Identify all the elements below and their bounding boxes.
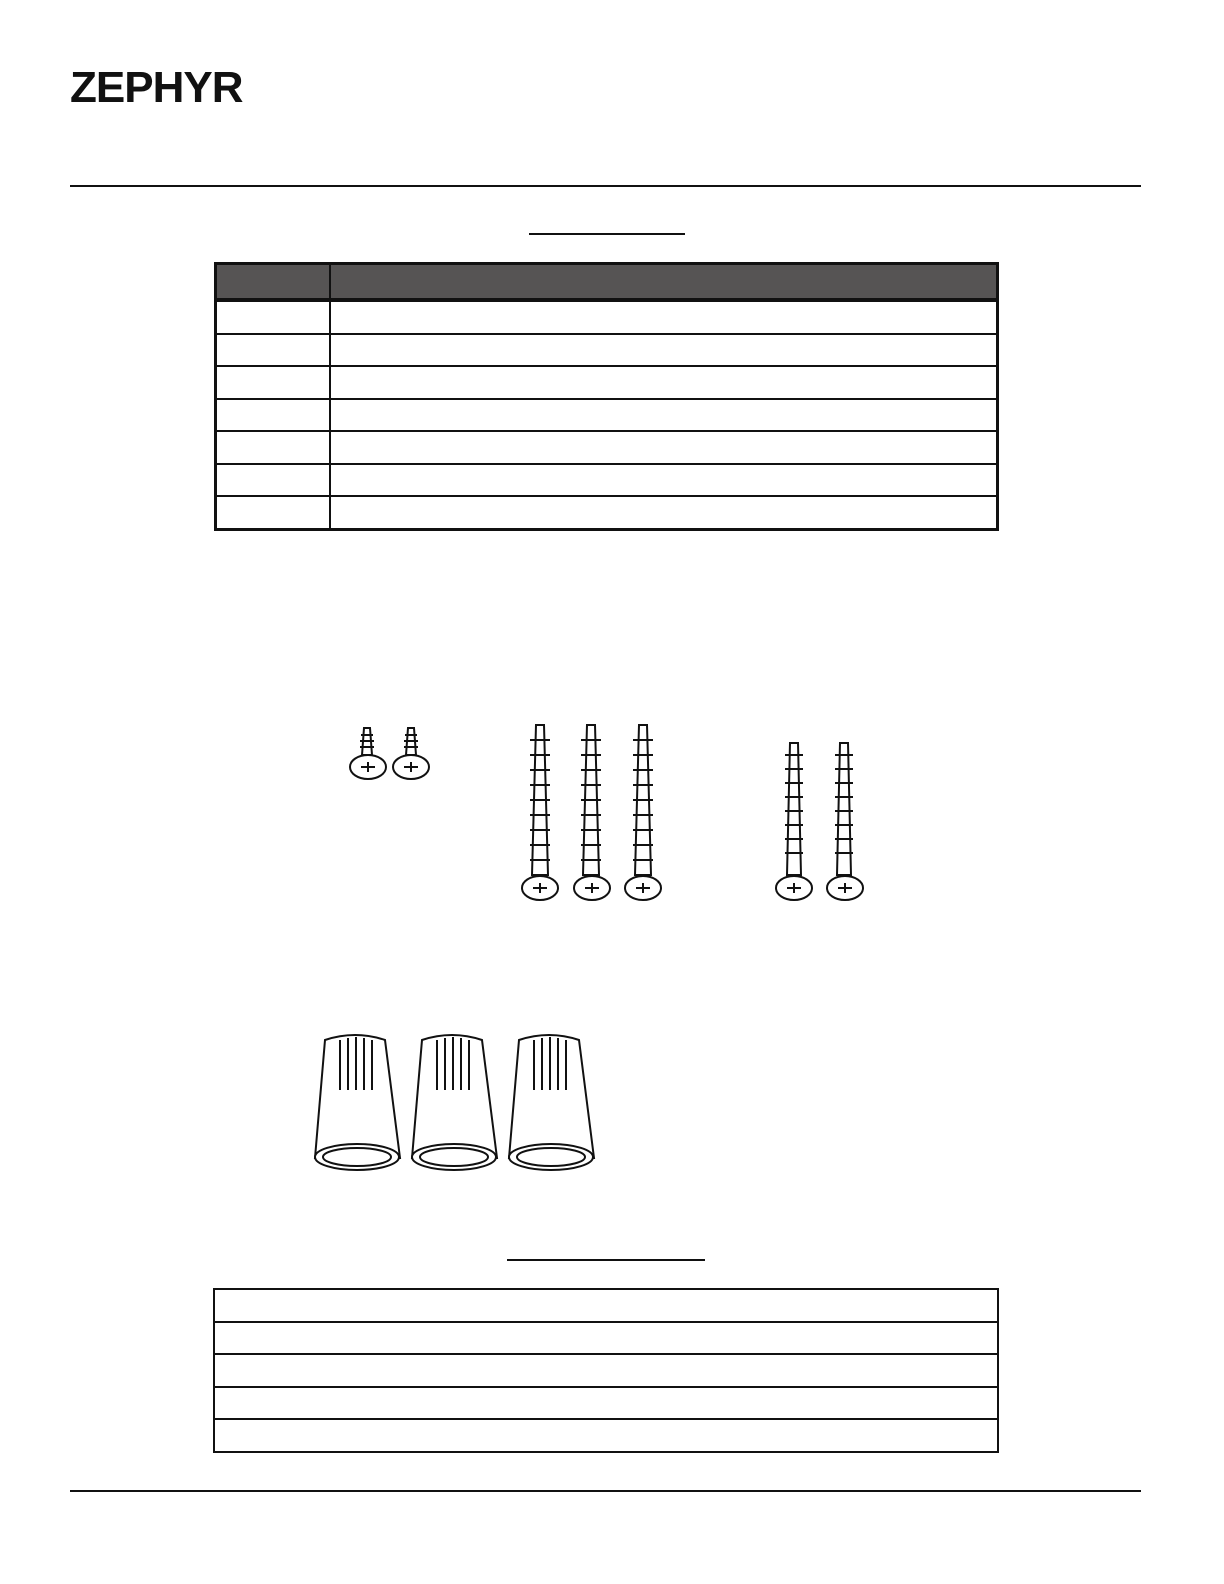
parts-heading-underline (529, 233, 685, 235)
footer-rule (70, 1490, 1141, 1492)
table-row (215, 1321, 997, 1354)
table-row (217, 333, 996, 366)
spec-table (213, 1288, 999, 1453)
table-row (217, 365, 996, 398)
wire-nut-icon (412, 1035, 497, 1170)
parts-header-cell-2 (331, 265, 996, 298)
table-row (215, 1386, 997, 1419)
long-screw-icon (574, 725, 610, 900)
medium-screw-icon (827, 743, 863, 900)
table-row (217, 430, 996, 463)
wire-nut-icon (315, 1035, 400, 1170)
table-row (215, 1353, 997, 1386)
long-screw-icon (625, 725, 661, 900)
parts-table-header (217, 265, 996, 300)
table-row (217, 463, 996, 496)
small-screw-icon (350, 728, 386, 779)
table-row (217, 398, 996, 431)
table-row (217, 300, 996, 333)
parts-header-cell-1 (217, 265, 331, 298)
table-row (217, 495, 996, 528)
medium-screw-icon (776, 743, 812, 900)
small-screw-icon (393, 728, 429, 779)
wire-nuts-illustration (310, 1030, 610, 1175)
parts-table (214, 262, 999, 531)
wire-nut-icon (509, 1035, 594, 1170)
table-row (215, 1290, 997, 1321)
screws-illustration (340, 715, 900, 915)
long-screw-icon (522, 725, 558, 900)
spec-heading-underline (507, 1259, 705, 1261)
table-row (215, 1418, 997, 1451)
zephyr-logo: ZEPHYR (70, 63, 243, 112)
header-rule (70, 185, 1141, 187)
